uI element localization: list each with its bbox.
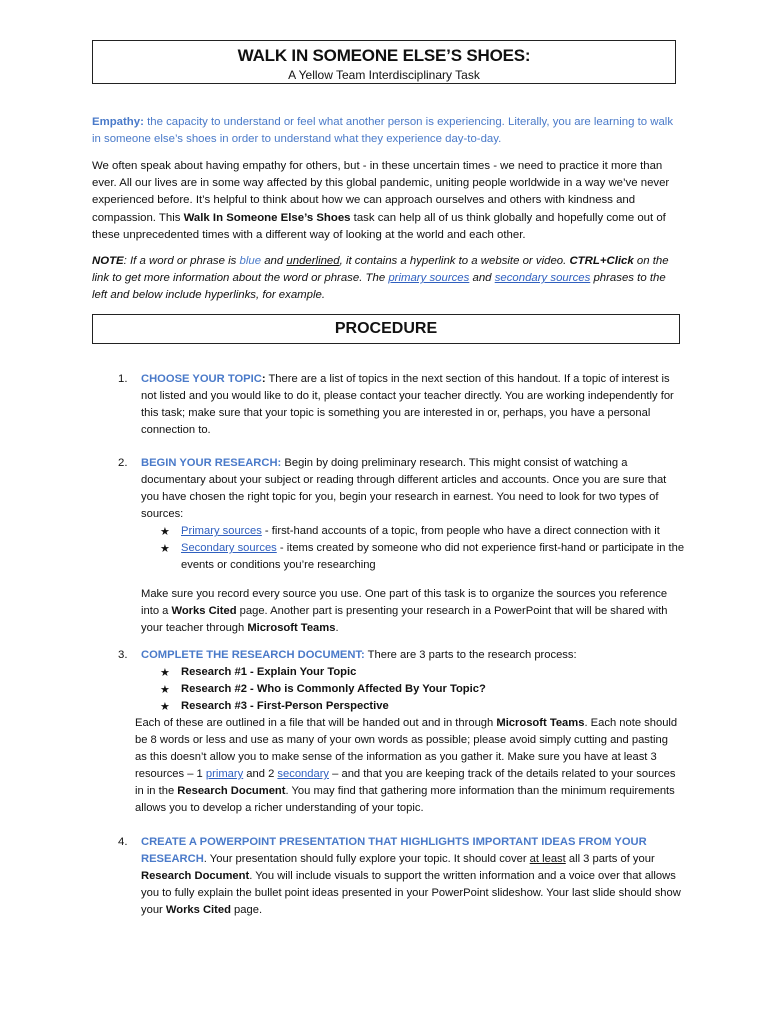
note-text-a: : If a word or phrase is [123,255,240,267]
works-cited-label-2: Works Cited [165,904,231,916]
step-1 [141,371,681,439]
star-bullet-icon: ★ [160,543,170,555]
note-label: NOTE [92,255,124,267]
primary-sources-link[interactable]: primary sources [388,272,470,285]
intro-text-b: task can help all of us think globally and hopefully come out of these unprecedented times with a different way of looking at the world and each other. [92,211,666,241]
intro-text-a: We often speak about having empathy for others, but - in these uncertain times - we need to practice it more than ever. All our lives are in some way affected by this global pandemic, uniting people worldwide in a way we’ve never experienced before. It’s helpful to think about how we can approach ourselves and others with kindness and compassion. This [92,160,670,224]
star-bullet-icon: ★ [160,667,170,679]
research-document-label: Research Document [177,785,286,797]
research-2-item: Research #2 - Who is Commonly Affected By Your Topic? [181,683,486,695]
note-and: and [261,255,287,267]
secondary-link[interactable]: secondary [277,768,330,780]
step-3-after-a: Each of these are outlined in a file that will be handed out and in through [135,717,497,729]
step-4-text-b: all 3 parts of your [565,853,655,865]
note-blue-word: blue [239,255,262,267]
note-text-d: phrases to the left and below include hyperlinks, for example. [92,272,666,302]
intro-paragraph [92,158,682,244]
step-3-number: 3. [118,649,128,661]
bullet-secondary-text: - items created by someone who did not experience first-hand or participate in the events or conditions you’re researching [181,542,685,571]
primary-link[interactable]: primary [205,768,244,780]
step-2 [141,455,681,523]
step-2-after [141,586,681,637]
step-1-text: There are a list of topics in the next section of this handout. If a topic of interest is not listed and you would like to do it, please contact your teacher directly. You are working independently for this task; make sure that your topic is something you are interested in or, perhaps, you have a personal connection to. [141,373,674,436]
step-2-text: Begin by doing preliminary research. This might consist of watching a documentary about your subject or reading through different articles and accounts. Once you are sure that you have chosen the right topic for you, begin your research in earnest. You need to look for two types of sources: [141,457,667,520]
empathy-text: the capacity to understand or feel what another person is experiencing. Literally, you are learning to walk in someone else’s shoes in order to understand what they experience day-to-day. [92,116,674,146]
secondary-sources-bullet-link[interactable]: Secondary sources [181,542,277,554]
research-1-item: Research #1 - Explain Your Topic [181,666,357,678]
step-2-after-b: page. Another part is presenting your research in a PowerPoint that will be shared with your teacher through [141,605,668,634]
step-3-after-b: . Each note should be 8 words or less and use as many of your own words as possible; please avoid simply cutting and pasting as this doesn’t allow you to make sense of the information as you gather it. Make sure you have at least 3 resources – 1 [135,717,678,780]
step-4-number: 4. [118,836,128,848]
note-text-b: , it contains a hyperlink to a website or video. [339,255,570,267]
star-bullet-icon: ★ [160,701,170,713]
research-document-label-2: Research Document [141,870,250,882]
at-least-underlined: at least [529,853,566,865]
note-text-c: on the link to get more information about the word or phrase. The [92,255,669,285]
primary-sources-bullet-link[interactable]: Primary sources [181,525,262,537]
step-3 [141,647,681,664]
step-3-after-c: and 2 [243,768,278,780]
bullet-primary-text: - first-hand accounts of a topic, from people who have a direct connection with it [261,525,660,537]
step-3-after [135,715,681,817]
note-paragraph [92,253,682,305]
step-3-after-e: . You may find that gathering more information than the minimum requirements allows you to develop a richer understanding of your topic. [135,785,675,814]
star-bullet-icon: ★ [160,526,170,538]
page-subtitle: A Yellow Team Interdisciplinary Task [288,68,480,82]
step-4-text-d: page. [230,904,263,916]
step-1-number: 1. [118,373,128,385]
step-3-after-d: – and that you are keeping track of the details related to your sources in in the [135,768,676,797]
step-4 [141,834,681,919]
step-4-heading: CREATE A POWERPOINT PRESENTATION THAT HIGHLIGHTS IMPORTANT IDEAS FROM YOUR RESEARCH [141,836,647,865]
star-bullet-icon: ★ [160,684,170,696]
title-box [92,40,676,84]
bullet-primary [181,523,686,540]
page-title: WALK IN SOMEONE ELSE’S SHOES: [237,46,531,65]
microsoft-teams-label: Microsoft Teams [247,622,336,634]
step-1-heading: CHOOSE YOUR TOPIC [141,373,262,385]
empathy-label: Empathy: [92,116,144,128]
ctrl-click: CTRL+Click [569,255,634,267]
bullet-secondary [181,540,686,574]
research-3-item: Research #3 - First-Person Perspective [181,700,389,712]
task-name: Walk In Someone Else’s Shoes [183,211,351,224]
step-3-text: There are 3 parts to the research process: [364,649,577,661]
step-2-heading: BEGIN YOUR RESEARCH: [141,457,282,469]
works-cited-label: Works Cited [171,605,237,617]
step-3-heading: COMPLETE THE RESEARCH DOCUMENT: [141,649,365,661]
step-1-colon: : [261,373,266,385]
microsoft-teams-label-2: Microsoft Teams [496,717,585,729]
step-4-text-c: . You will include visuals to support the written information and a voice over that allows you to fully explain the bullet point ideas presented in your PowerPoint slideshow. Your last slide should show your [141,870,681,916]
procedure-heading: PROCEDURE [92,314,680,344]
step-2-after-c: . [335,622,339,634]
note-and-2: and [469,272,495,285]
note-underlined-word: underlined [286,255,340,267]
step-4-text-a: . Your presentation should fully explore your topic. It should cover [203,853,530,865]
step-2-number: 2. [118,457,128,469]
empathy-definition [92,114,682,148]
step-2-after-a: Make sure you record every source you use. One part of this task is to organize the sources you reference into a [141,588,668,617]
secondary-sources-link[interactable]: secondary sources [494,272,591,285]
